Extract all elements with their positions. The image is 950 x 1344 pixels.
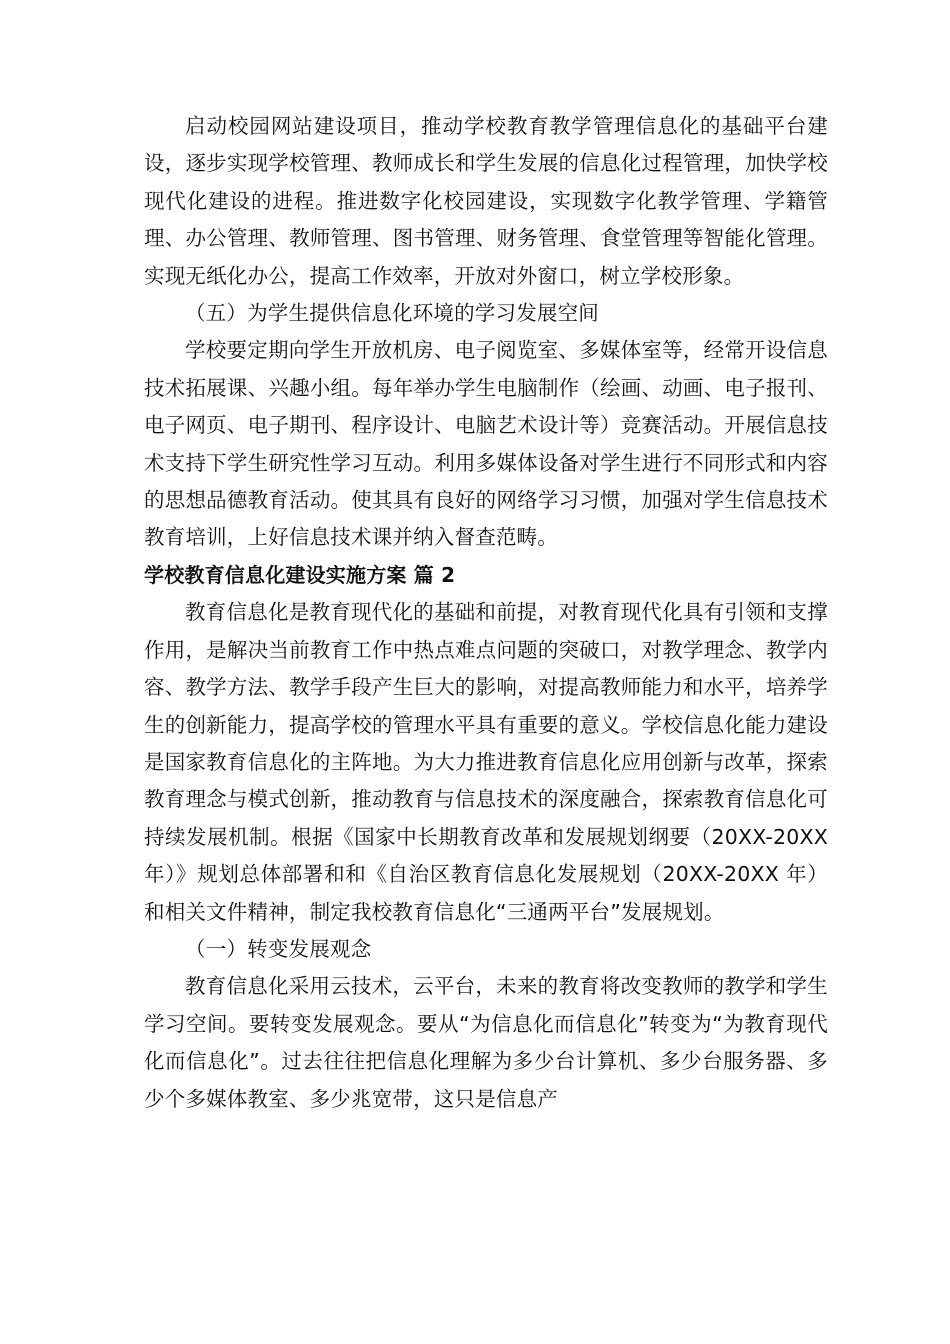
paragraph-intro: 教育信息化是教育现代化的基础和前提，对教育现代化具有引领和支撑作用，是解决当前教育工作中热点难点问题的突破口，对教学理念、教学内容、教学方法、教学手段产生巨大的影响，对提高教师能力和水平，培养学生的创新能力，提高学校的管理水平具有重要的意义。学校信息化能力建设是国家教育信息化的主阵地。为大力推进教育信息化应用创新与改革，探索教育理念与模式创新，推动教育与信息技术的深度融合，探索教育信息化可持续发展机制。根据《国家中长期教育改革和发展规划纲要（20XX-20XX 年）》规划总体部署和和《自治区教育信息化发展规划（20XX-20XX 年）和相关文件精神，制定我校教育信息化“三通两平台”发展规划。 <box>144 600 828 924</box>
section-heading-five: （五）为学生提供信息化环境的学习发展空间 <box>185 301 599 326</box>
document-body <box>144 108 828 1118</box>
paragraph-student-space: 学校要定期向学生开放机房、电子阅览室、多媒体室等，经常开设信息技术拓展课、兴趣小组。每年举办学生电脑制作（绘画、动画、电子报刊、电子网页、电子期刊、程序设计、电脑艺术设计等）竞赛活动。开展信息技术支持下学生研究性学习互动。利用多媒体设备对学生进行不同形式和内容的思想品德教育活动。使其具有良好的网络学习习惯，加强对学生信息技术教育培训，上好信息技术课并纳入督查范畴。 <box>144 338 828 550</box>
section-heading-one: （一）转变发展观念 <box>185 936 372 961</box>
paragraph-campus-website: 启动校园网站建设项目，推动学校教育教学管理信息化的基础平台建设，逐步实现学校管理、教师成长和学生发展的信息化过程管理，加快学校现代化建设的进程。推进数字化校园建设，实现数字化教学管理、学籍管理、办公管理、教师管理、图书管理、财务管理、食堂管理等智能化管理。实现无纸化办公，提高工作效率，开放对外窗口，树立学校形象。 <box>144 114 828 288</box>
paragraph-change-concept: 教育信息化采用云技术，云平台，未来的教育将改变教师的教学和学生学习空间。要转变发展观念。要从“为信息化而信息化”转变为“为教育现代化而信息化”。过去往往把信息化理解为多少台计算机、多少台服务器、多少个多媒体教室、多少兆宽带，这只是信息产 <box>144 974 828 1111</box>
article-title-part-2: 学校教育信息化建设实施方案 篇 2 <box>144 562 456 587</box>
